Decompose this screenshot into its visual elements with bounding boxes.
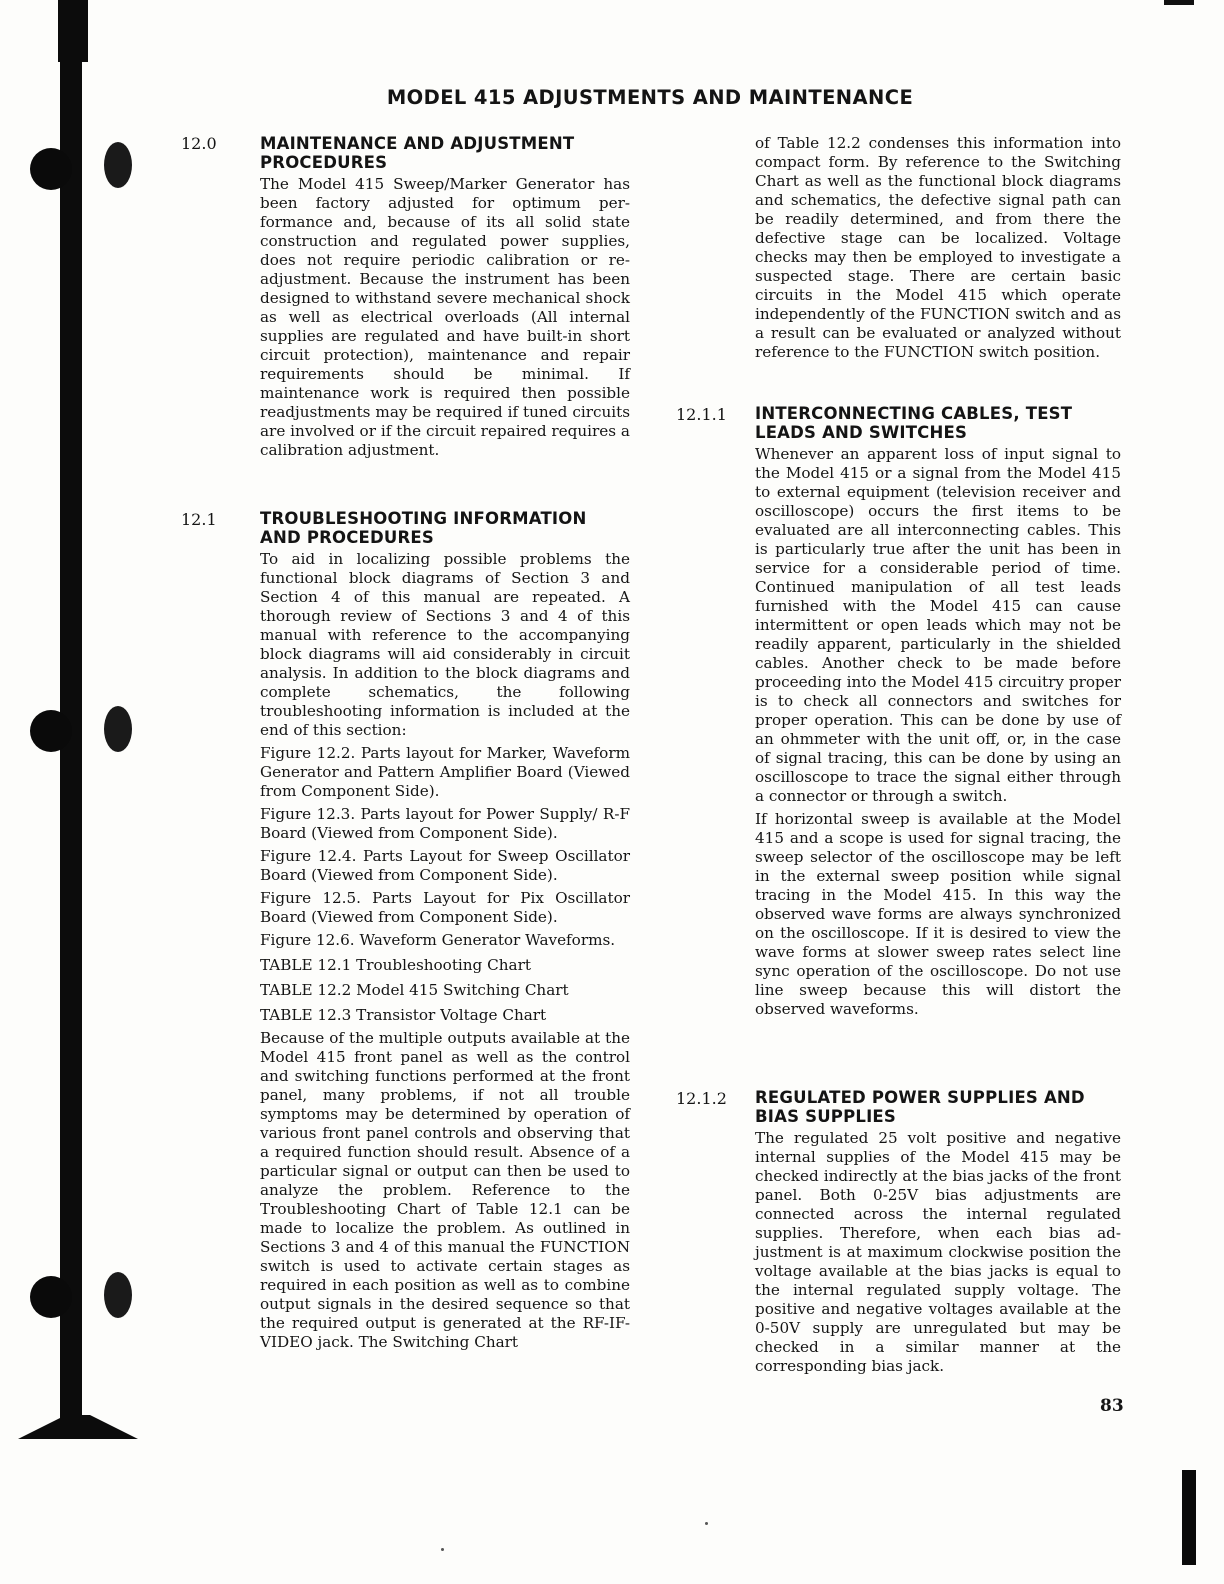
- figure-reference: Figure 12.3. Parts layout for Power Supply/ R-F Board (Viewed from Component Side).: [260, 805, 630, 842]
- section-body: [260, 550, 630, 1352]
- paragraph: If horizontal sweep is available at the Model 415 and a scope is used for signal tracing, the sweep selector of the oscilloscope may be left in the external sweep position while signal tracing in the Model 415. In this way the observed wave forms are always synchronized on the oscilloscope. If it is desired to view the wave forms at slower sweep rates select line sync operation of the oscilloscope. Do not use line sweep because this will distort the observed waveforms.: [755, 810, 1121, 1018]
- scan-edge-mark: [1164, 0, 1194, 5]
- punch-hole-shadow: [104, 706, 132, 752]
- figure-reference: Figure 12.6. Waveform Generator Waveforms.: [260, 931, 616, 949]
- paragraph: The regulated 25 volt positive and negative internal supplies of the Model 415 may be checked indirectly at the bias jacks of the front panel. Both 0-25V bias adjustments are connected across the internal regulated supplies. Therefore, when each bias adjustment is at maximum clockwise position the voltage available at the bias jacks is equal to the internal regulated supply voltage. The positive and negative voltages available at the 0-50V supply are unregulated but may be checked in a similar manner at the corresponding bias jack.: [755, 1129, 1121, 1375]
- scan-speck: [441, 1548, 444, 1551]
- section-body-continued: [755, 134, 1121, 362]
- page-number: 83: [1100, 1396, 1124, 1416]
- section-number: 12.1.2: [676, 1089, 727, 1108]
- section-heading: INTERCONNECTING CABLES, TEST LEADS AND SWITCHES: [755, 404, 1073, 442]
- punch-hole-shadow: [104, 1272, 132, 1318]
- figure-reference: Figure 12.4. Parts Layout for Sweep Oscillator Board (Viewed from Component Side).: [260, 847, 630, 884]
- punch-hole-shadow: [104, 142, 132, 188]
- figure-reference: Figure 12.2. Parts layout for Marker, Waveform Generator and Pattern Amplifier Board (Viewed from Component Side).: [260, 744, 630, 800]
- punch-hole: [30, 1276, 72, 1318]
- table-reference: TABLE 12.3 Transistor Voltage Chart: [260, 1006, 547, 1024]
- table-reference: TABLE 12.1 Troubleshooting Chart: [260, 956, 531, 974]
- section-heading: MAINTENANCE AND ADJUSTMENT PROCEDURES: [260, 134, 575, 172]
- scan-edge-bar: [1182, 1470, 1196, 1565]
- paragraph: The Model 415 Sweep/Marker Generator has been factory adjusted for optimum performance and, because of its all solid state construction and regulated power supplies, does not require periodic calibration or readjustment. Because the instrument has been designed to withstand severe mechanical shock as well as electrical overloads (All internal supplies are regulated and have built-in short circuit protection), maintenance and repair requirements should be minimal. If maintenance work is required then possible readjustments may be required if tuned circuits are involved or if the circuit repaired requires a calibration adjustment.: [260, 175, 630, 459]
- section-number: 12.1: [181, 510, 217, 529]
- section-body: [260, 175, 630, 460]
- section-number: 12.1.1: [676, 405, 727, 424]
- section-body: [755, 1129, 1121, 1376]
- paragraph: Because of the multiple outputs available at the Model 415 front panel as well as the control and switching functions performed at the front panel, many problems, if not all trouble symptoms may be determined by operation of various front panel controls and observing that a required function should result. Absence of a particular signal or output can then be used to analyze the problem. Reference to the Troubleshooting Chart of Table 12.1 can be made to localize the problem. As outlined in Sections 3 and 4 of this manual the FUNCTION switch is used to activate certain stages as required in each position as well as to combine output signals in the desired sequence so that the required output is generated at the RF-IF-VIDEO jack. The Switching Chart: [260, 1029, 630, 1351]
- binding-edge-foot: [18, 1415, 138, 1439]
- scan-speck: [705, 1522, 708, 1525]
- table-reference: TABLE 12.2 Model 415 Switching Chart: [260, 981, 569, 999]
- page-title: MODEL 415 ADJUSTMENTS AND MAINTENANCE: [386, 86, 914, 109]
- section-number: 12.0: [181, 134, 217, 153]
- punch-hole: [30, 710, 72, 752]
- paragraph: Whenever an apparent loss of input signal to the Model 415 or a signal from the Model 415 to external equipment (television receiver and oscilloscope) occurs the first items to be evaluated are all interconnecting cables. This is particularly true after the unit has been in service for a considerable period of time. Continued manipulation of all test leads furnished with the Model 415 can cause intermittent or open leads which may not be readily apparent, particularly in the shielded cables. Another check to be made before proceeding into the Model 415 circuitry proper is to check all connectors and switches for proper operation. This can be done by use of an ohmmeter with the unit off, or, in the case of signal tracing, this can be done by using an oscilloscope to trace the signal either through a connector or through a switch.: [755, 445, 1121, 805]
- paragraph: To aid in localizing possible problems the functional block diagrams of Section 3 and Section 4 of this manual are repeated. A thorough review of Sections 3 and 4 of this manual with reference to the accompanying block diagrams will aid considerably in circuit analysis. In addition to the block diagrams and complete schematics, the following troubleshooting information is included at the end of this section:: [260, 550, 630, 739]
- paragraph: of Table 12.2 condenses this information into compact form. By reference to the Switching Chart as well as the functional block diagrams and schematics, the defective signal path can be readily determined, and from there the defective stage can be localized. Voltage checks may then be employed to investigate a suspected stage. There are certain basic circuits in the Model 415 which operate independently of the FUNCTION switch and as a result can be evaluated or analyzed without reference to the FUNCTION switch position.: [755, 134, 1121, 361]
- figure-reference: Figure 12.5. Parts Layout for Pix Oscillator Board (Viewed from Component Side).: [260, 889, 630, 926]
- section-body: [755, 445, 1121, 1019]
- punch-hole: [30, 148, 72, 190]
- section-heading: TROUBLESHOOTING INFORMATION AND PROCEDURES: [260, 509, 587, 547]
- section-heading: REGULATED POWER SUPPLIES AND BIAS SUPPLIES: [755, 1088, 1085, 1126]
